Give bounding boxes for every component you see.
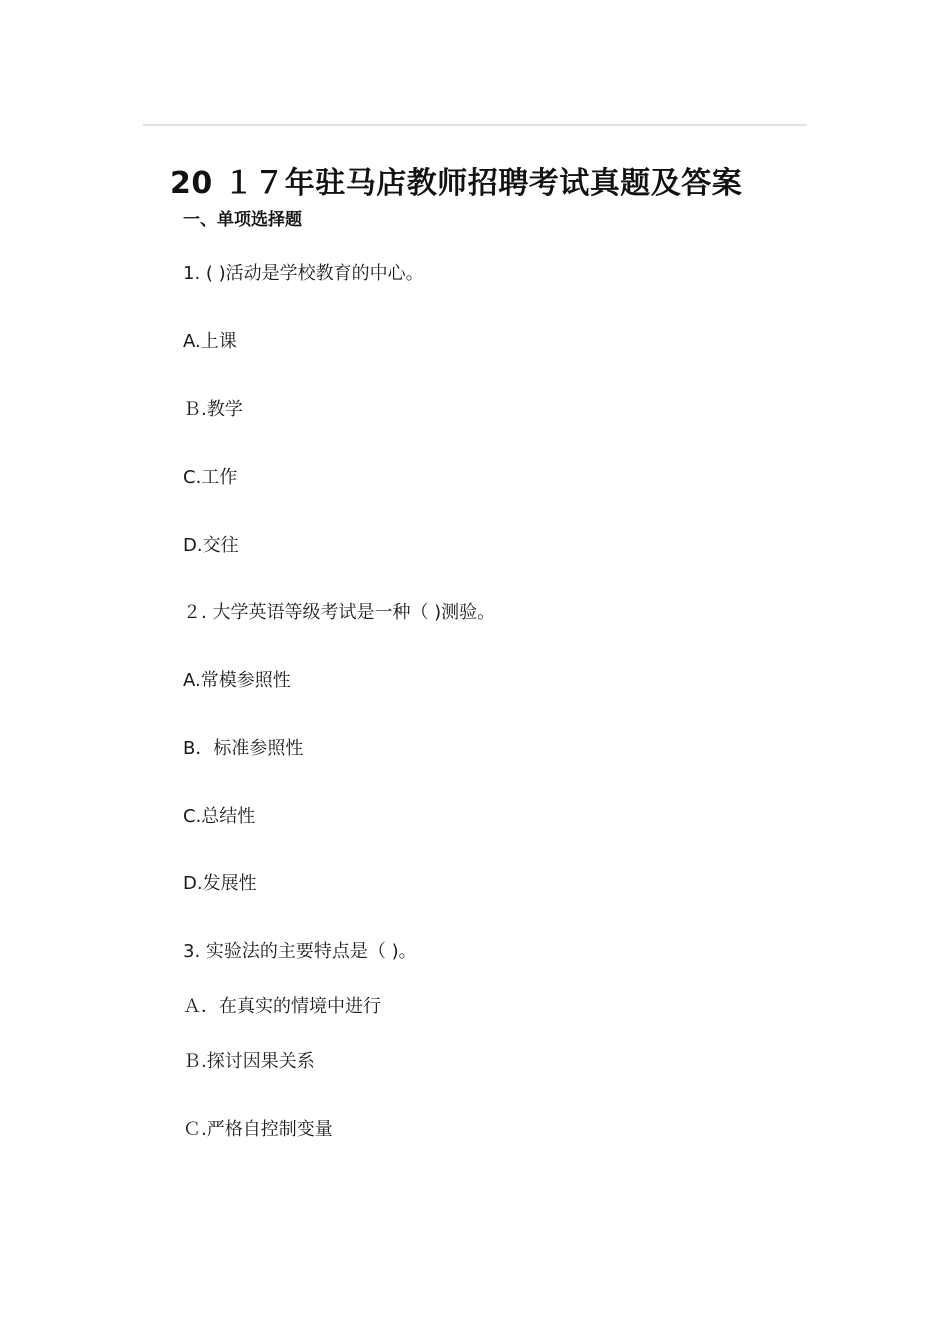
question-1-option-d: D.交往 — [183, 535, 239, 556]
question-1-option-a: A.上课 — [183, 331, 237, 352]
question-3-option-a: Ａ．在真实的情境中进行 — [183, 996, 381, 1017]
question-1-option-b: Ｂ.教学 — [183, 399, 243, 420]
question-2-option-a: A.常模参照性 — [183, 670, 291, 691]
question-2-option-b: B．标准参照性 — [183, 738, 304, 759]
question-1-stem: 1. ( )活动是学校教育的中心。 — [183, 263, 424, 284]
question-2-option-d: D.发展性 — [183, 873, 257, 894]
header-divider — [143, 124, 807, 126]
question-2-option-c: C.总结性 — [183, 806, 256, 827]
document-title: 20 １７年驻马店教师招聘考试真题及答案 — [170, 166, 743, 201]
question-3-option-b: Ｂ.探讨因果关系 — [183, 1051, 315, 1072]
question-3-stem: 3. 实验法的主要特点是（ )。 — [183, 941, 417, 962]
question-1-option-c: C.工作 — [183, 467, 238, 488]
question-2-stem: ２. 大学英语等级考试是一种（ )测验。 — [183, 602, 496, 623]
question-3-option-c: Ｃ.严格自控制变量 — [183, 1119, 333, 1140]
section-heading: 一、单项选择题 — [183, 210, 302, 230]
